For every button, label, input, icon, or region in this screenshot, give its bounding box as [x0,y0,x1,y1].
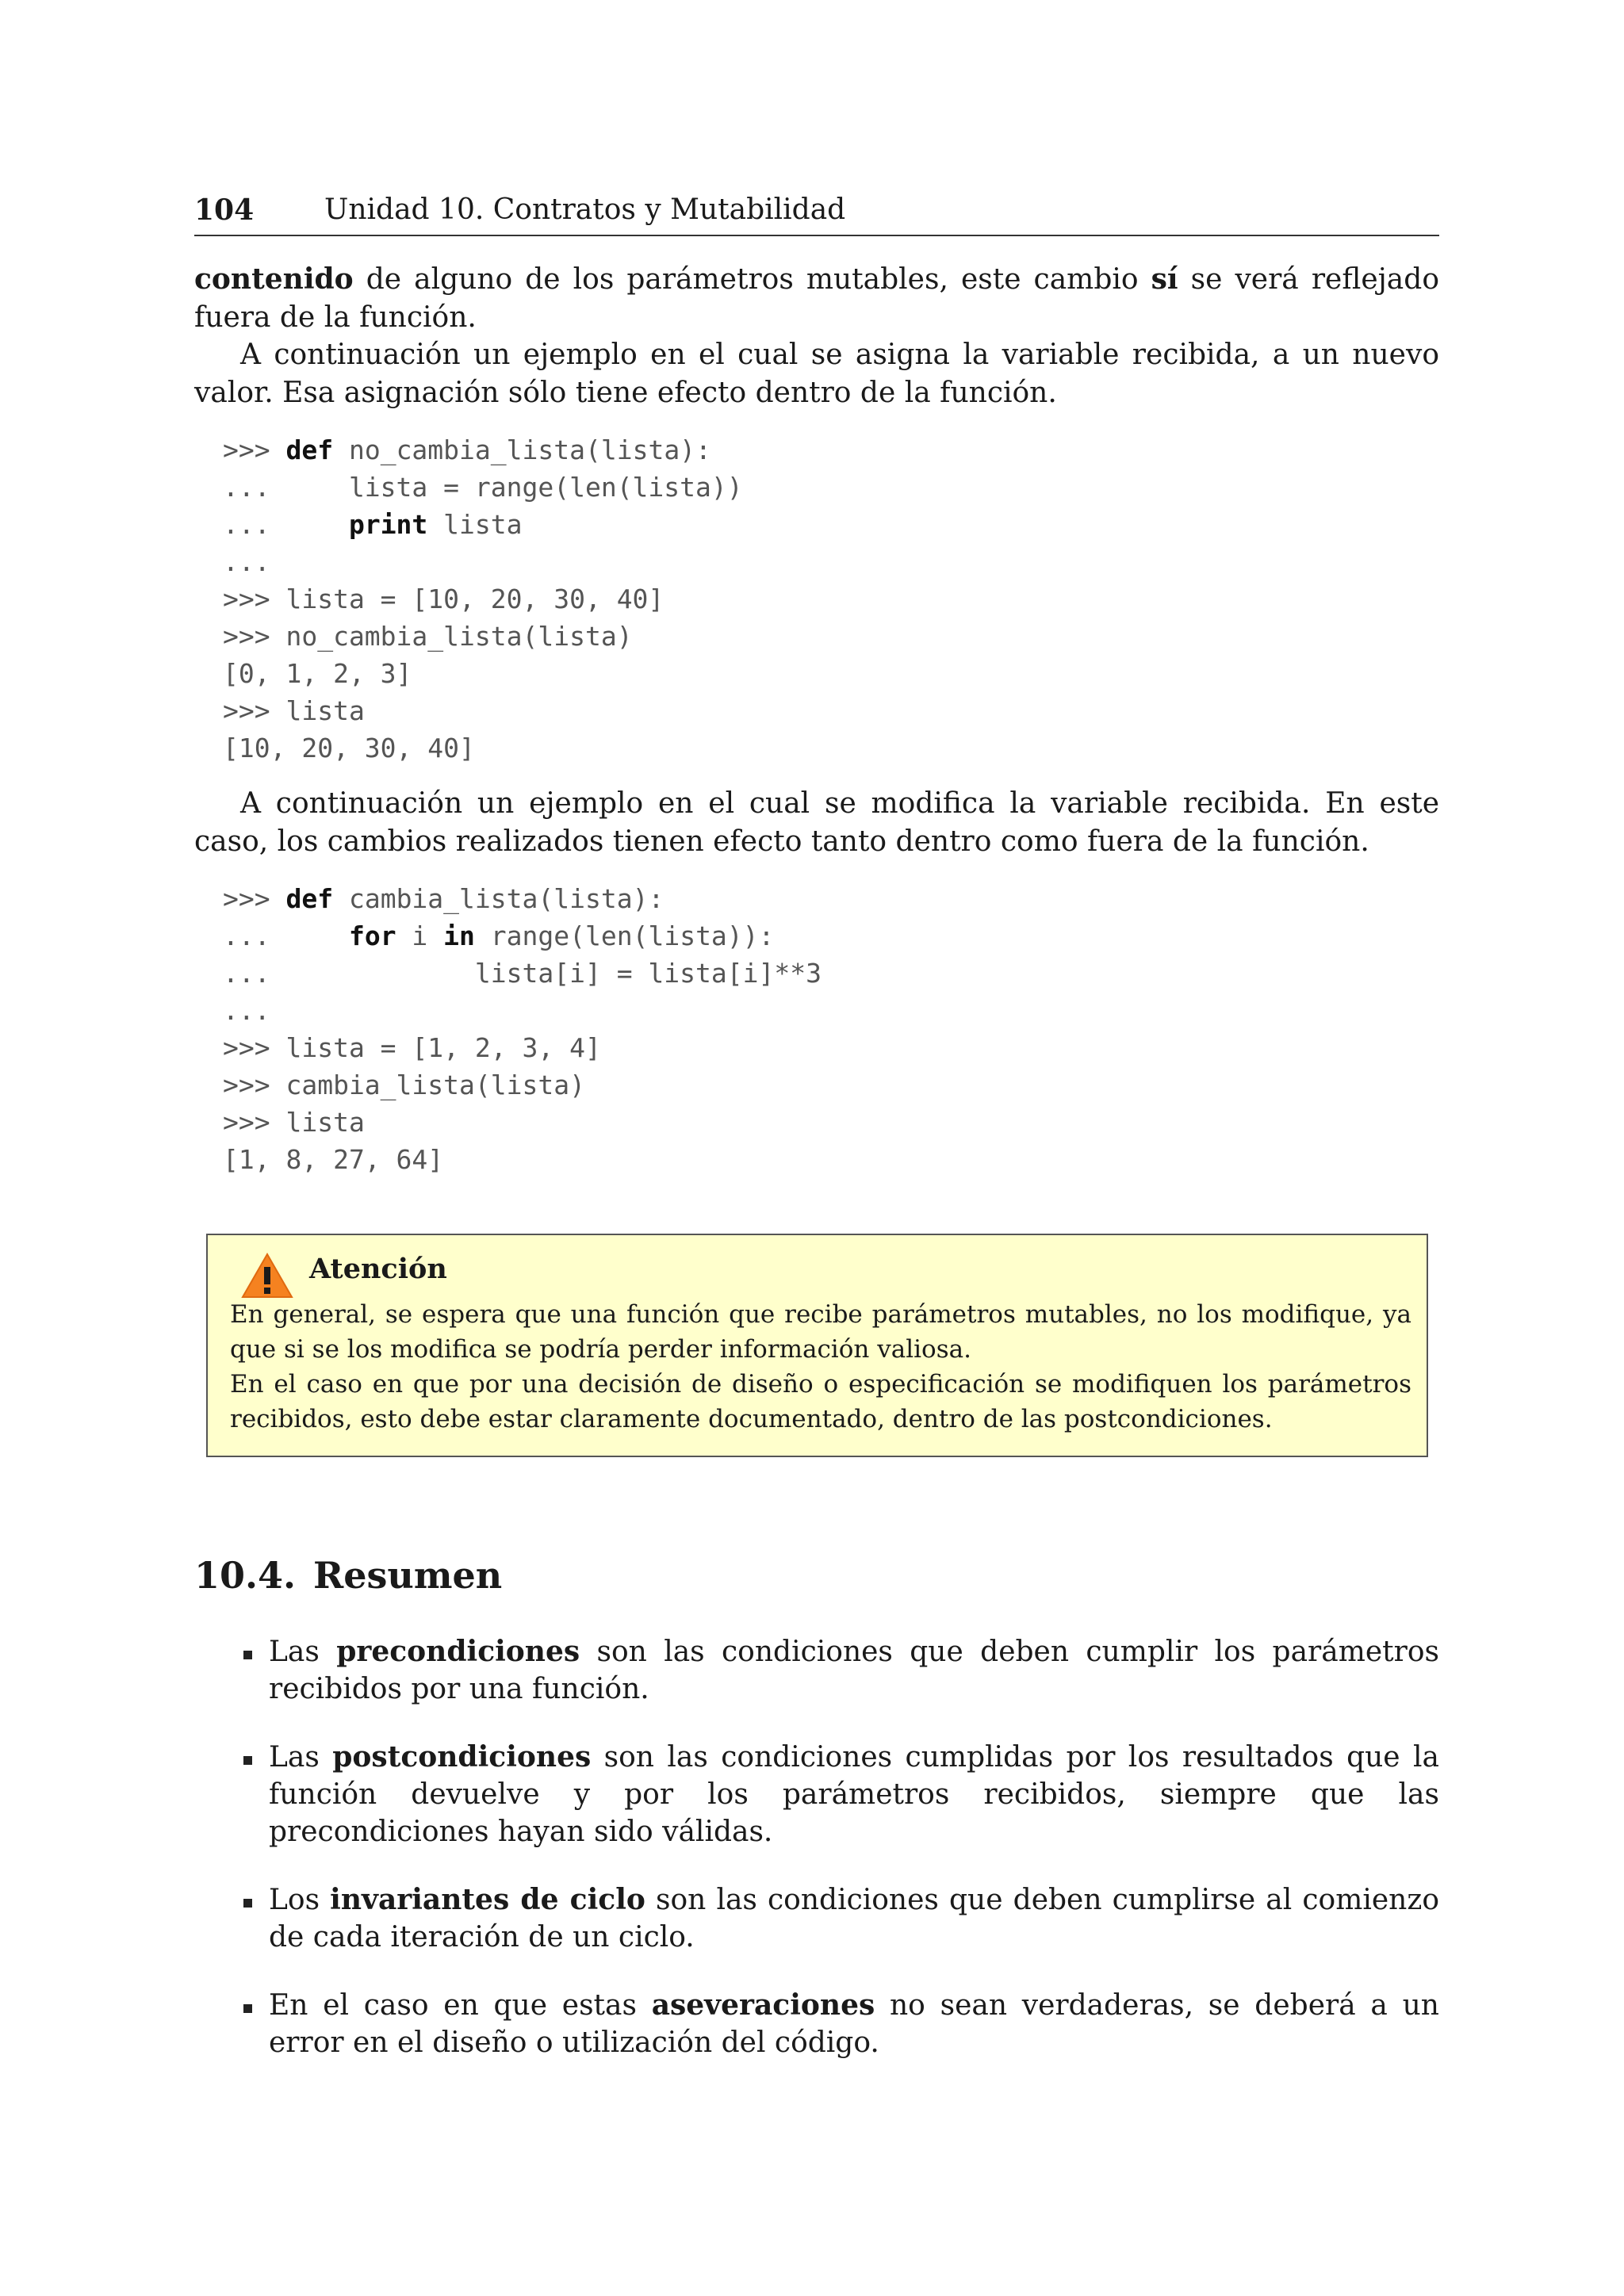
section-heading [194,1554,502,1597]
page-number: 104 [194,193,255,227]
paragraph-modify-example: A continuación un ejemplo en el cual se modifica la variable recibida. En este caso, los cambios realizados tienen efecto tanto dentro como fuera de la función. [194,787,1439,858]
list-item [194,1987,1439,2061]
code-line: ... [223,995,270,1026]
note-paragraph: En el caso en que por una decisión de diseño o especificación se modifiquen los parámetros recibidos, esto debe estar claramente documentado, dentro de las postcondiciones. [230,1370,1411,1433]
chapter-title: Unidad 10. Contratos y Mutabilidad [324,193,846,226]
code-text: lista [427,509,523,540]
bullet-term: invariantes de ciclo [330,1883,645,1916]
bullet-square-icon [243,2004,252,2013]
list-item [194,1739,1439,1850]
code-text: no_cambia_lista(lista): [333,434,711,465]
code-line: >>> cambia_lista(lista) [223,1070,585,1100]
code-line: [10, 20, 30, 40] [223,733,475,763]
code-block-no-cambia-lista [223,431,743,767]
running-header [194,193,1439,236]
note-title: Atención [309,1253,447,1285]
bullet-square-icon [243,1756,252,1765]
bullet-text: En el caso en que estas [269,1989,652,2022]
code-line: ... [223,546,270,577]
code-text: cambia_lista(lista): [333,883,665,914]
code-keyword: for [348,920,396,951]
summary-list [194,1633,1439,2092]
list-item [194,1633,1439,1708]
bullet-text: no sean verdaderas, se deberá a un error en el diseño o utilización del código. [269,1989,1439,2059]
bullet-text: Los [269,1884,331,1916]
code-keyword: print [348,509,428,540]
code-line: [0, 1, 2, 3] [223,658,412,689]
code-keyword: def [285,434,334,465]
intro-text-end: se verá reflejado fuera de la función. [194,263,1439,334]
bullet-text: son las condiciones que deben cumplirse al comienzo de cada iteración de un ciclo. [269,1884,1439,1954]
intro-paragraph [194,260,1439,337]
code-line: >>> no_cambia_lista(lista) [223,621,633,652]
bullet-text: son las condiciones que deben cumplir los parámetros recibidos por una función. [269,1636,1439,1705]
code-line: >>> lista = [10, 20, 30, 40] [223,584,665,614]
code-keyword: in [443,920,475,951]
code-keyword: def [285,883,334,914]
bullet-text: Las [269,1741,333,1774]
code-line: ... lista = range(len(lista)) [223,472,743,503]
code-line: >>> lista [223,695,365,726]
code-line: [1, 8, 27, 64] [223,1144,444,1175]
paragraph-assign-example: A continuación un ejemplo en el cual se asigna la variable recibida, a un nuevo valor. Esa asignación sólo tiene efecto dentro de la función. [194,339,1439,409]
code-prompt: >>> [223,434,286,465]
bullet-text: Las [269,1636,337,1668]
bullet-term: postcondiciones [332,1740,592,1774]
bold-si: sí [1151,262,1178,296]
code-prompt: >>> [223,883,286,914]
section-number: 10.4. [194,1554,297,1597]
code-line: ... lista[i] = lista[i]**3 [223,958,822,989]
bullet-text: son las condiciones cumplidas por los resultados que la función devuelve y por los parámetros recibidos, siempre que las precondiciones hayan sido válidas. [269,1741,1439,1848]
bullet-term: precondiciones [336,1635,580,1668]
warning-icon [241,1253,293,1299]
code-prompt: ... [223,920,349,951]
code-text: i [396,920,444,951]
code-line: >>> lista [223,1107,365,1138]
note-paragraph: En general, se espera que una función que recibe parámetros mutables, no los modifique, ya que si se los modifica se podría perder información valiosa. [230,1300,1411,1364]
code-line: >>> lista = [1, 2, 3, 4] [223,1032,601,1063]
attention-note [206,1234,1428,1457]
bullet-square-icon [243,1899,252,1908]
bullet-term: aseveraciones [651,1988,875,2022]
note-body [230,1297,1411,1437]
bold-contenido: contenido [194,262,354,296]
section-title: Resumen [313,1554,503,1597]
bullet-square-icon [243,1651,252,1659]
code-prompt: ... [223,509,349,540]
intro-text: de alguno de los parámetros mutables, este cambio [353,263,1151,296]
code-block-cambia-lista [223,880,822,1178]
list-item [194,1881,1439,1956]
code-text: range(len(lista)): [474,920,775,951]
